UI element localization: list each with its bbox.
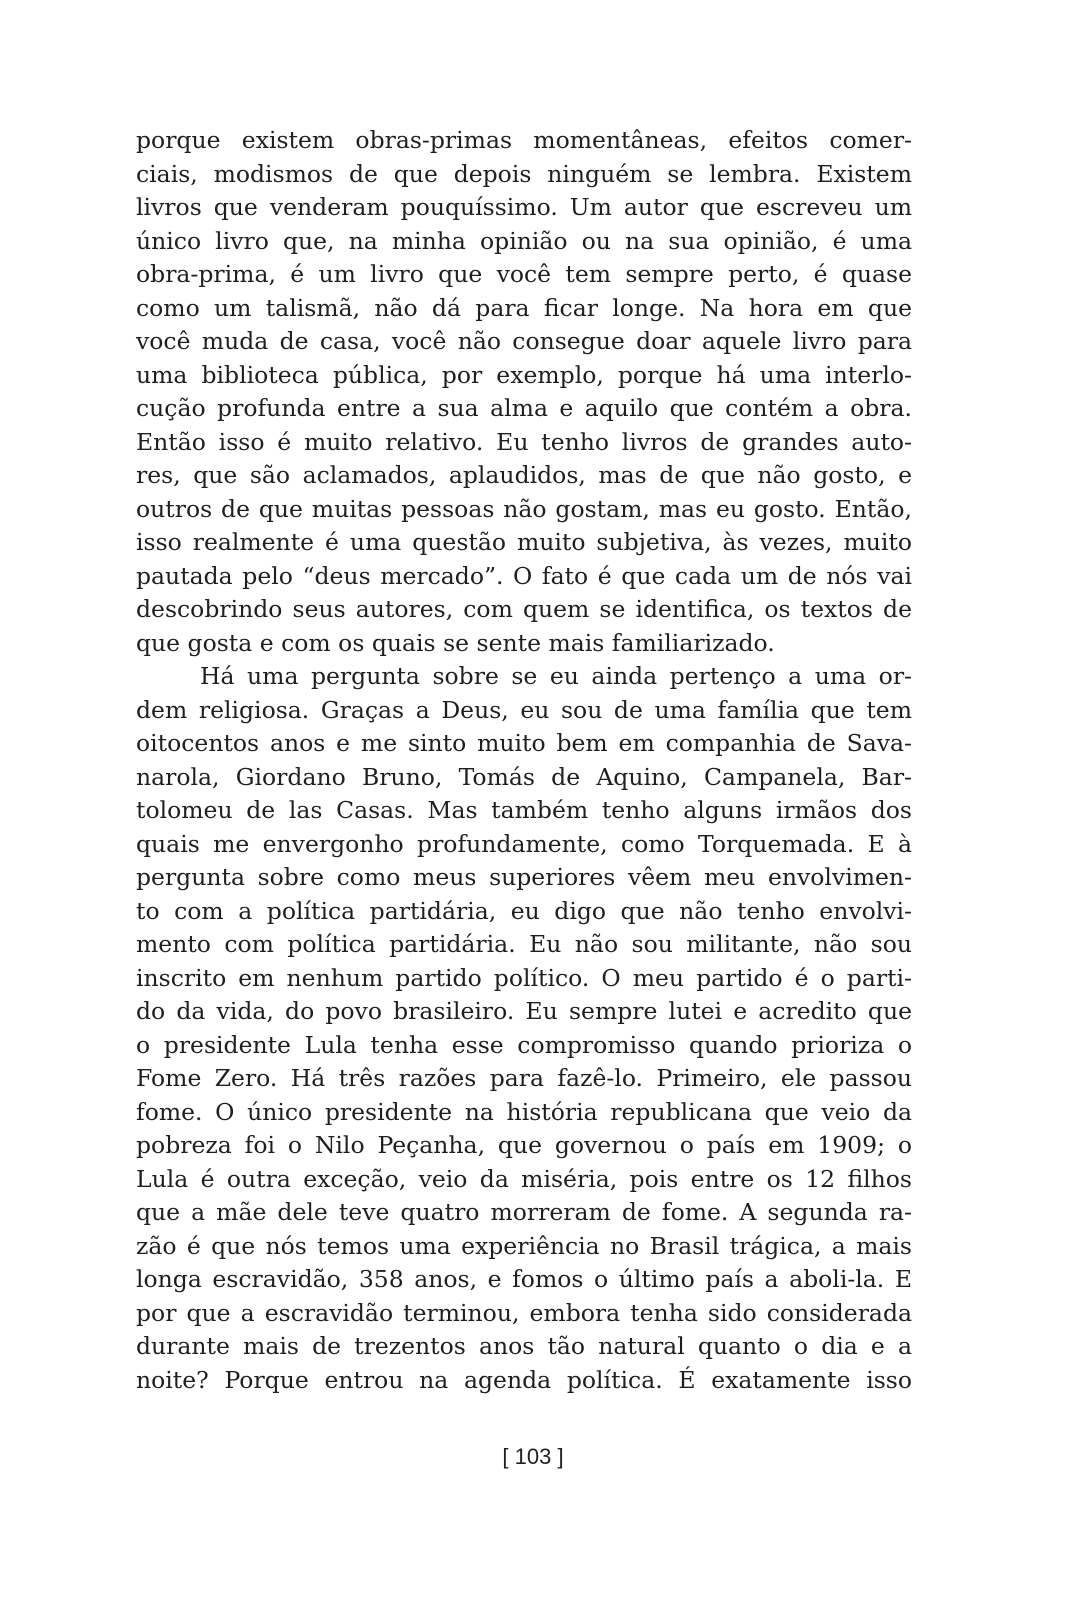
text-line: que a mãe dele teve quatro morreram de fome. A segunda ra- bbox=[136, 1198, 912, 1226]
text-line: tolomeu de las Casas. Mas também tenho alguns irmãos dos bbox=[136, 796, 912, 824]
text-line: porque existem obras-primas momentâneas, efeitos comer- bbox=[136, 126, 912, 154]
text-line: longa escravidão, 358 anos, e fomos o último país a aboli-la. E bbox=[136, 1265, 912, 1293]
text-line: isso realmente é uma questão muito subjetiva, às vezes, muito bbox=[136, 528, 912, 556]
text-line: outros de que muitas pessoas não gostam, mas eu gosto. Então, bbox=[136, 494, 912, 523]
text-line: res, que são aclamados, aplaudidos, mas de que não gosto, e bbox=[136, 461, 912, 489]
text-line: livros que venderam pouquíssimo. Um autor que escreveu um bbox=[136, 193, 912, 221]
text-line: uma biblioteca pública, por exemplo, porque há uma interlo- bbox=[136, 360, 912, 389]
text-line: por que a escravidão terminou, embora tenha sido considerada bbox=[136, 1298, 912, 1327]
text-line: cução profunda entre a sua alma e aquilo que contém a obra. bbox=[136, 394, 912, 422]
text-line: noite? Porque entrou na agenda política. É exatamente isso bbox=[136, 1365, 912, 1394]
text-line: fome. O único presidente na história republicana que veio da bbox=[136, 1097, 912, 1126]
paragraph-first-line: Há uma pergunta sobre se eu ainda pertenço a uma or- bbox=[200, 662, 912, 690]
text-line: pautada pelo “deus mercado”. O fato é que cada um de nós vai bbox=[136, 561, 912, 590]
body-text bbox=[136, 124, 912, 1397]
text-line: ciais, modismos de que depois ninguém se lembra. Existem bbox=[136, 159, 912, 188]
page-number: [ 103 ] bbox=[502, 1444, 564, 1469]
text-line: o presidente Lula tenha esse compromisso quando prioriza o bbox=[136, 1030, 912, 1059]
text-line: oitocentos anos e me sinto muito bem em companhia de Sava- bbox=[136, 729, 912, 757]
text-line: zão é que nós temos uma experiência no Brasil trágica, a mais bbox=[136, 1231, 912, 1260]
text-line: dem religiosa. Graças a Deus, eu sou de uma família que tem bbox=[136, 695, 912, 724]
text-line: único livro que, na minha opinião ou na sua opinião, é uma bbox=[136, 226, 912, 255]
text-line: Então isso é muito relativo. Eu tenho livros de grandes auto- bbox=[136, 427, 912, 456]
text-line: pobreza foi o Nilo Peçanha, que governou o país em 1909; o bbox=[136, 1131, 912, 1159]
text-line: durante mais de trezentos anos tão natural quanto o dia e a bbox=[136, 1332, 912, 1360]
text-line: narola, Giordano Bruno, Tomás de Aquino, Campanela, Bar- bbox=[136, 762, 912, 791]
text-line: inscrito em nenhum partido político. O meu partido é o parti- bbox=[136, 963, 912, 992]
text-line: como um talismã, não dá para ficar longe. Na hora em que bbox=[136, 293, 912, 322]
text-line: Lula é outra exceção, veio da miséria, pois entre os 12 filhos bbox=[136, 1164, 912, 1193]
paragraph-last-line: que gosta e com os quais se sente mais familiarizado. bbox=[136, 628, 775, 657]
text-line: do da vida, do povo brasileiro. Eu sempre lutei e acredito que bbox=[136, 997, 912, 1025]
text-line: quais me envergonho profundamente, como Torquemada. E à bbox=[136, 829, 912, 858]
text-line: obra-prima, é um livro que você tem sempre perto, é quase bbox=[136, 260, 912, 288]
text-line: descobrindo seus autores, com quem se identifica, os textos de bbox=[136, 595, 912, 623]
text-line: Fome Zero. Há três razões para fazê-lo. Primeiro, ele passou bbox=[136, 1064, 912, 1092]
text-line: mento com política partidária. Eu não sou militante, não sou bbox=[136, 930, 912, 958]
text-line: to com a política partidária, eu digo que não tenho envolvi- bbox=[136, 896, 912, 925]
text-line: pergunta sobre como meus superiores vêem meu envolvimen- bbox=[136, 863, 912, 891]
text-line: você muda de casa, você não consegue doar aquele livro para bbox=[136, 327, 912, 355]
